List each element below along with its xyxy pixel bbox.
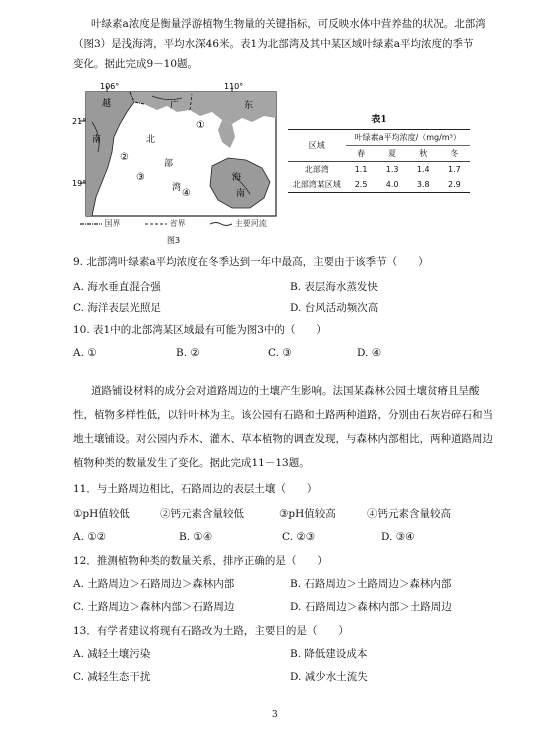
row-value: 2.9 <box>439 177 470 193</box>
passage2-line3: 地土壤铺设。对公园内乔木、灌木、草本植物的调查发现，与森林内部相比，两种道路周边 <box>73 433 493 445</box>
table-row <box>288 162 470 178</box>
q11-stem: 11．与土路周边相比，石路周边的表层土壤（ ） <box>73 483 318 495</box>
lat-19-label: 19° <box>72 179 87 188</box>
legend-country: 国界 <box>104 219 121 228</box>
passage2-line2: 性，植物多样性低，以针叶林为主。该公园有石路和土路两种道路，分别由石灰岩碎石和当 <box>73 409 493 421</box>
label-hai-nan: 南 <box>236 189 246 199</box>
label-guang: 广 <box>170 101 180 111</box>
q13-stem: 13．有学者建议将现有石路改为土路，主要目的是（ ） <box>73 625 349 637</box>
marker-3: ③ <box>136 172 145 183</box>
lon-110-label: 110° <box>224 82 244 91</box>
row-value: 1.3 <box>385 165 399 174</box>
q9-option-c[interactable]: C. 海洋表层光照足 <box>73 302 161 314</box>
row-value: 1.7 <box>448 165 461 174</box>
marker-4: ④ <box>182 188 191 199</box>
q9-option-d[interactable]: D. 台风活动频次高 <box>290 302 379 314</box>
q12-option-d[interactable]: D. 石路周边＞森林内部＞土路周边 <box>290 601 452 613</box>
q11-option-a[interactable]: A. ①② <box>73 531 107 543</box>
row-value: 4.0 <box>377 177 408 193</box>
marker-2: ② <box>120 152 129 163</box>
q12-option-b[interactable]: B. 石路周边＞土路周边＞森林内部 <box>290 578 452 590</box>
table-row <box>288 177 470 193</box>
season-spring: 春 <box>346 146 377 162</box>
passage2-line4: 植物种类的数量发生了变化。据此完成11－13题。 <box>73 457 310 469</box>
legend-province: 省界 <box>169 219 186 228</box>
figure-3-map <box>72 82 280 222</box>
col-header: 叶绿素a平均浓度/（mg/m³） <box>346 130 470 146</box>
col-region: 区域 <box>288 130 346 162</box>
table-title: 表1 <box>371 115 387 125</box>
q13-option-d[interactable]: D. 减少水土流失 <box>290 671 368 683</box>
season-autumn: 秋 <box>408 146 439 162</box>
passage1-line2: （图3）是浅海湾，平均水深46米。表1为北部湾及其中某区域叶绿素a平均浓度的季节 <box>73 38 474 50</box>
q13-option-c[interactable]: C. 减轻生态干扰 <box>73 671 151 683</box>
q10-option-c[interactable]: C. ③ <box>268 347 292 359</box>
table-1 <box>288 112 470 193</box>
q11-option-d[interactable]: D. ③④ <box>381 531 415 543</box>
q13-option-a[interactable]: A. 减轻土壤污染 <box>73 648 151 660</box>
q12-stem: 12．推测植物种类的数量关系，排序正确的是（ ） <box>73 555 328 567</box>
q10-option-b[interactable]: B. ② <box>176 347 200 359</box>
q10-stem: 10. 表1中的北部湾某区域最有可能为图3中的（ ） <box>73 324 327 336</box>
passage1-line1: 叶绿素a浓度是衡量浮游植物生物量的关键指标，可反映水体中营养盐的状况。北部湾 <box>91 18 486 30</box>
passage1-line3: 变化。据此完成9－10题。 <box>73 58 199 70</box>
q12-option-c[interactable]: C. 土路周边＞森林内部＞石路周边 <box>73 601 235 613</box>
row-value: 1.4 <box>416 165 430 174</box>
q11-option-b[interactable]: B. ①④ <box>179 531 213 543</box>
lat-21-label: 21° <box>72 117 87 126</box>
row-region: 北部湾 <box>304 165 329 174</box>
q13-option-b[interactable]: B. 降低建设成本 <box>290 648 368 660</box>
q11-statement-4: ④钙元素含量较高 <box>367 508 451 520</box>
q11-statement-3: ③pH值较高 <box>279 508 336 520</box>
q9-option-a[interactable]: A. 海水垂直混合强 <box>73 281 161 293</box>
legend-river: 主要河流 <box>210 219 267 228</box>
q12-option-a[interactable]: A. 土路周边＞石路周边＞森林内部 <box>73 578 235 590</box>
label-hai: 海 <box>232 173 242 183</box>
q11-statement-2: ②钙元素含量较低 <box>160 508 244 520</box>
label-nan: 南 <box>92 135 102 145</box>
q9-option-b[interactable]: B. 表层海水蒸发快 <box>290 281 378 293</box>
row-region: 北部湾某区域 <box>288 177 346 193</box>
label-wan: 湾 <box>172 183 182 193</box>
label-dong: 东 <box>244 101 254 111</box>
q9-stem: 9. 北部湾叶绿素a平均浓度在冬季达到一年中最高，主要由于该季节（ ） <box>73 256 429 268</box>
q10-option-d[interactable]: D. ④ <box>357 347 382 359</box>
row-value: 1.1 <box>354 165 368 174</box>
q11-option-c[interactable]: C. ②③ <box>282 531 316 543</box>
label-bei: 北 <box>146 135 156 145</box>
season-summer: 夏 <box>377 146 408 162</box>
figure-legend <box>80 218 289 229</box>
label-bu: 部 <box>164 159 174 169</box>
row-value: 2.5 <box>346 177 377 193</box>
page-number: 3 <box>272 710 278 720</box>
passage2-line1: 道路铺设材料的成分会对道路周边的土壤产生影响。法国某森林公园土壤贫瘠且呈酸 <box>91 385 480 397</box>
season-winter: 冬 <box>439 146 470 162</box>
row-value: 3.8 <box>408 177 439 193</box>
label-yue: 越 <box>102 99 112 109</box>
lon-106-label: 106° <box>100 82 120 91</box>
q11-statement-1: ①pH值较低 <box>73 508 130 520</box>
q10-option-a[interactable]: A. ① <box>73 347 97 359</box>
marker-1: ① <box>196 120 205 131</box>
figure-caption: 图3 <box>167 236 181 245</box>
